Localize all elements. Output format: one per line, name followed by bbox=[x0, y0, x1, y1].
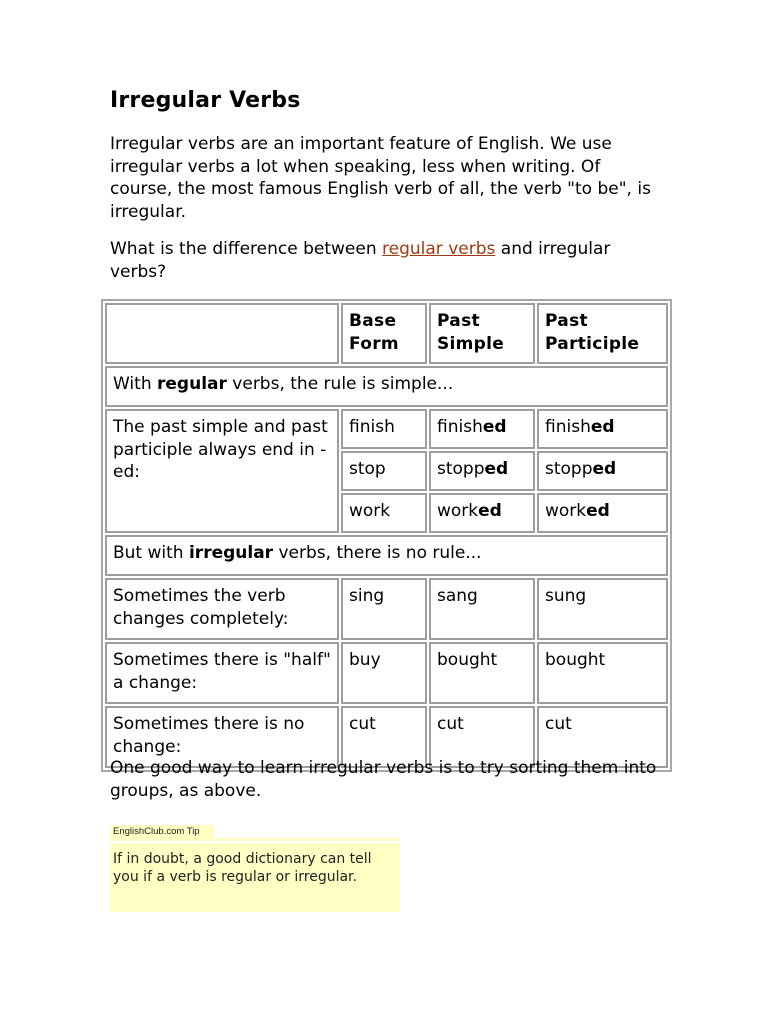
question-text-after: and irregular verbs? bbox=[110, 239, 611, 282]
irregular-intro-post: verbs, there is no rule... bbox=[273, 543, 482, 563]
verb-stem: stopp bbox=[437, 459, 485, 479]
question-text-before: What is the difference between bbox=[110, 239, 383, 259]
regular-verbs-link[interactable]: regular verbs bbox=[382, 239, 496, 259]
past-participle-cell: bought bbox=[537, 642, 668, 704]
verb-stem: stopp bbox=[545, 459, 593, 479]
header-empty-cell bbox=[105, 303, 339, 364]
verb-stem: finish bbox=[437, 417, 483, 437]
page-title: Irregular Verbs bbox=[110, 88, 301, 113]
base-form-cell: cut bbox=[341, 706, 427, 768]
tip-divider bbox=[110, 838, 400, 841]
verb-suffix: ed bbox=[590, 417, 615, 437]
past-participle-cell: sung bbox=[537, 578, 668, 640]
irregular-intro-row bbox=[105, 535, 668, 576]
base-form-cell: sing bbox=[341, 578, 427, 640]
question-paragraph bbox=[110, 238, 666, 283]
past-simple-cell bbox=[429, 409, 535, 449]
table-row bbox=[105, 578, 668, 640]
regular-intro-row bbox=[105, 366, 668, 407]
verb-suffix: ed bbox=[478, 501, 502, 521]
verb-stem: work bbox=[545, 501, 587, 521]
base-form-cell: work bbox=[341, 493, 427, 533]
tip-box bbox=[110, 819, 400, 912]
header-base-form: Base Form bbox=[341, 303, 427, 364]
past-simple-cell: bought bbox=[429, 642, 535, 704]
header-past-participle: Past Participle bbox=[537, 303, 668, 364]
base-form-cell: finish bbox=[341, 409, 427, 449]
verb-stem: work bbox=[437, 501, 479, 521]
regular-intro-bold: regular bbox=[157, 374, 227, 394]
verb-stem: finish bbox=[545, 417, 591, 437]
irregular-intro-pre: But with bbox=[113, 543, 189, 563]
base-form-cell: stop bbox=[341, 451, 427, 491]
tip-text: If in doubt, a good dictionary can tell you if a verb is regular or irregular. bbox=[110, 843, 400, 912]
verbs-table bbox=[101, 299, 672, 772]
regular-intro-cell bbox=[105, 366, 668, 407]
table-row bbox=[105, 642, 668, 704]
verb-suffix: ed bbox=[592, 459, 617, 479]
regular-description-cell: The past simple and past participle always end in -ed: bbox=[105, 409, 339, 533]
past-participle-cell bbox=[537, 451, 668, 491]
irregular-intro-cell bbox=[105, 535, 668, 576]
tip-label: EnglishClub.com Tip bbox=[110, 825, 214, 838]
base-form-cell: buy bbox=[341, 642, 427, 704]
past-simple-cell bbox=[429, 451, 535, 491]
irregular-intro-bold: irregular bbox=[188, 543, 274, 563]
regular-intro-pre: With bbox=[113, 374, 158, 394]
past-participle-cell bbox=[537, 409, 668, 449]
verb-suffix: ed bbox=[484, 459, 509, 479]
past-participle-cell bbox=[537, 493, 668, 533]
verb-suffix: ed bbox=[482, 417, 507, 437]
irregular-description-cell: Sometimes the verb changes completely: bbox=[105, 578, 339, 640]
past-participle-cell: cut bbox=[537, 706, 668, 768]
past-simple-cell: cut bbox=[429, 706, 535, 768]
verb-suffix: ed bbox=[586, 501, 610, 521]
header-past-simple: Past Simple bbox=[429, 303, 535, 364]
table-row bbox=[105, 409, 668, 449]
intro-paragraph: Irregular verbs are an important feature of English. We use irregular verbs a lot when speaking, less when writing. Of course, the most famous English verb of all, the verb "to be", is irregular. bbox=[110, 134, 651, 222]
irregular-description-cell: Sometimes there is no change: bbox=[105, 706, 339, 768]
outro-paragraph: One good way to learn irregular verbs is to try sorting them into groups, as above. bbox=[110, 758, 657, 801]
table-header-row bbox=[105, 303, 668, 364]
regular-intro-post: verbs, the rule is simple... bbox=[226, 374, 454, 394]
past-simple-cell bbox=[429, 493, 535, 533]
irregular-description-cell: Sometimes there is "half" a change: bbox=[105, 642, 339, 704]
past-simple-cell: sang bbox=[429, 578, 535, 640]
